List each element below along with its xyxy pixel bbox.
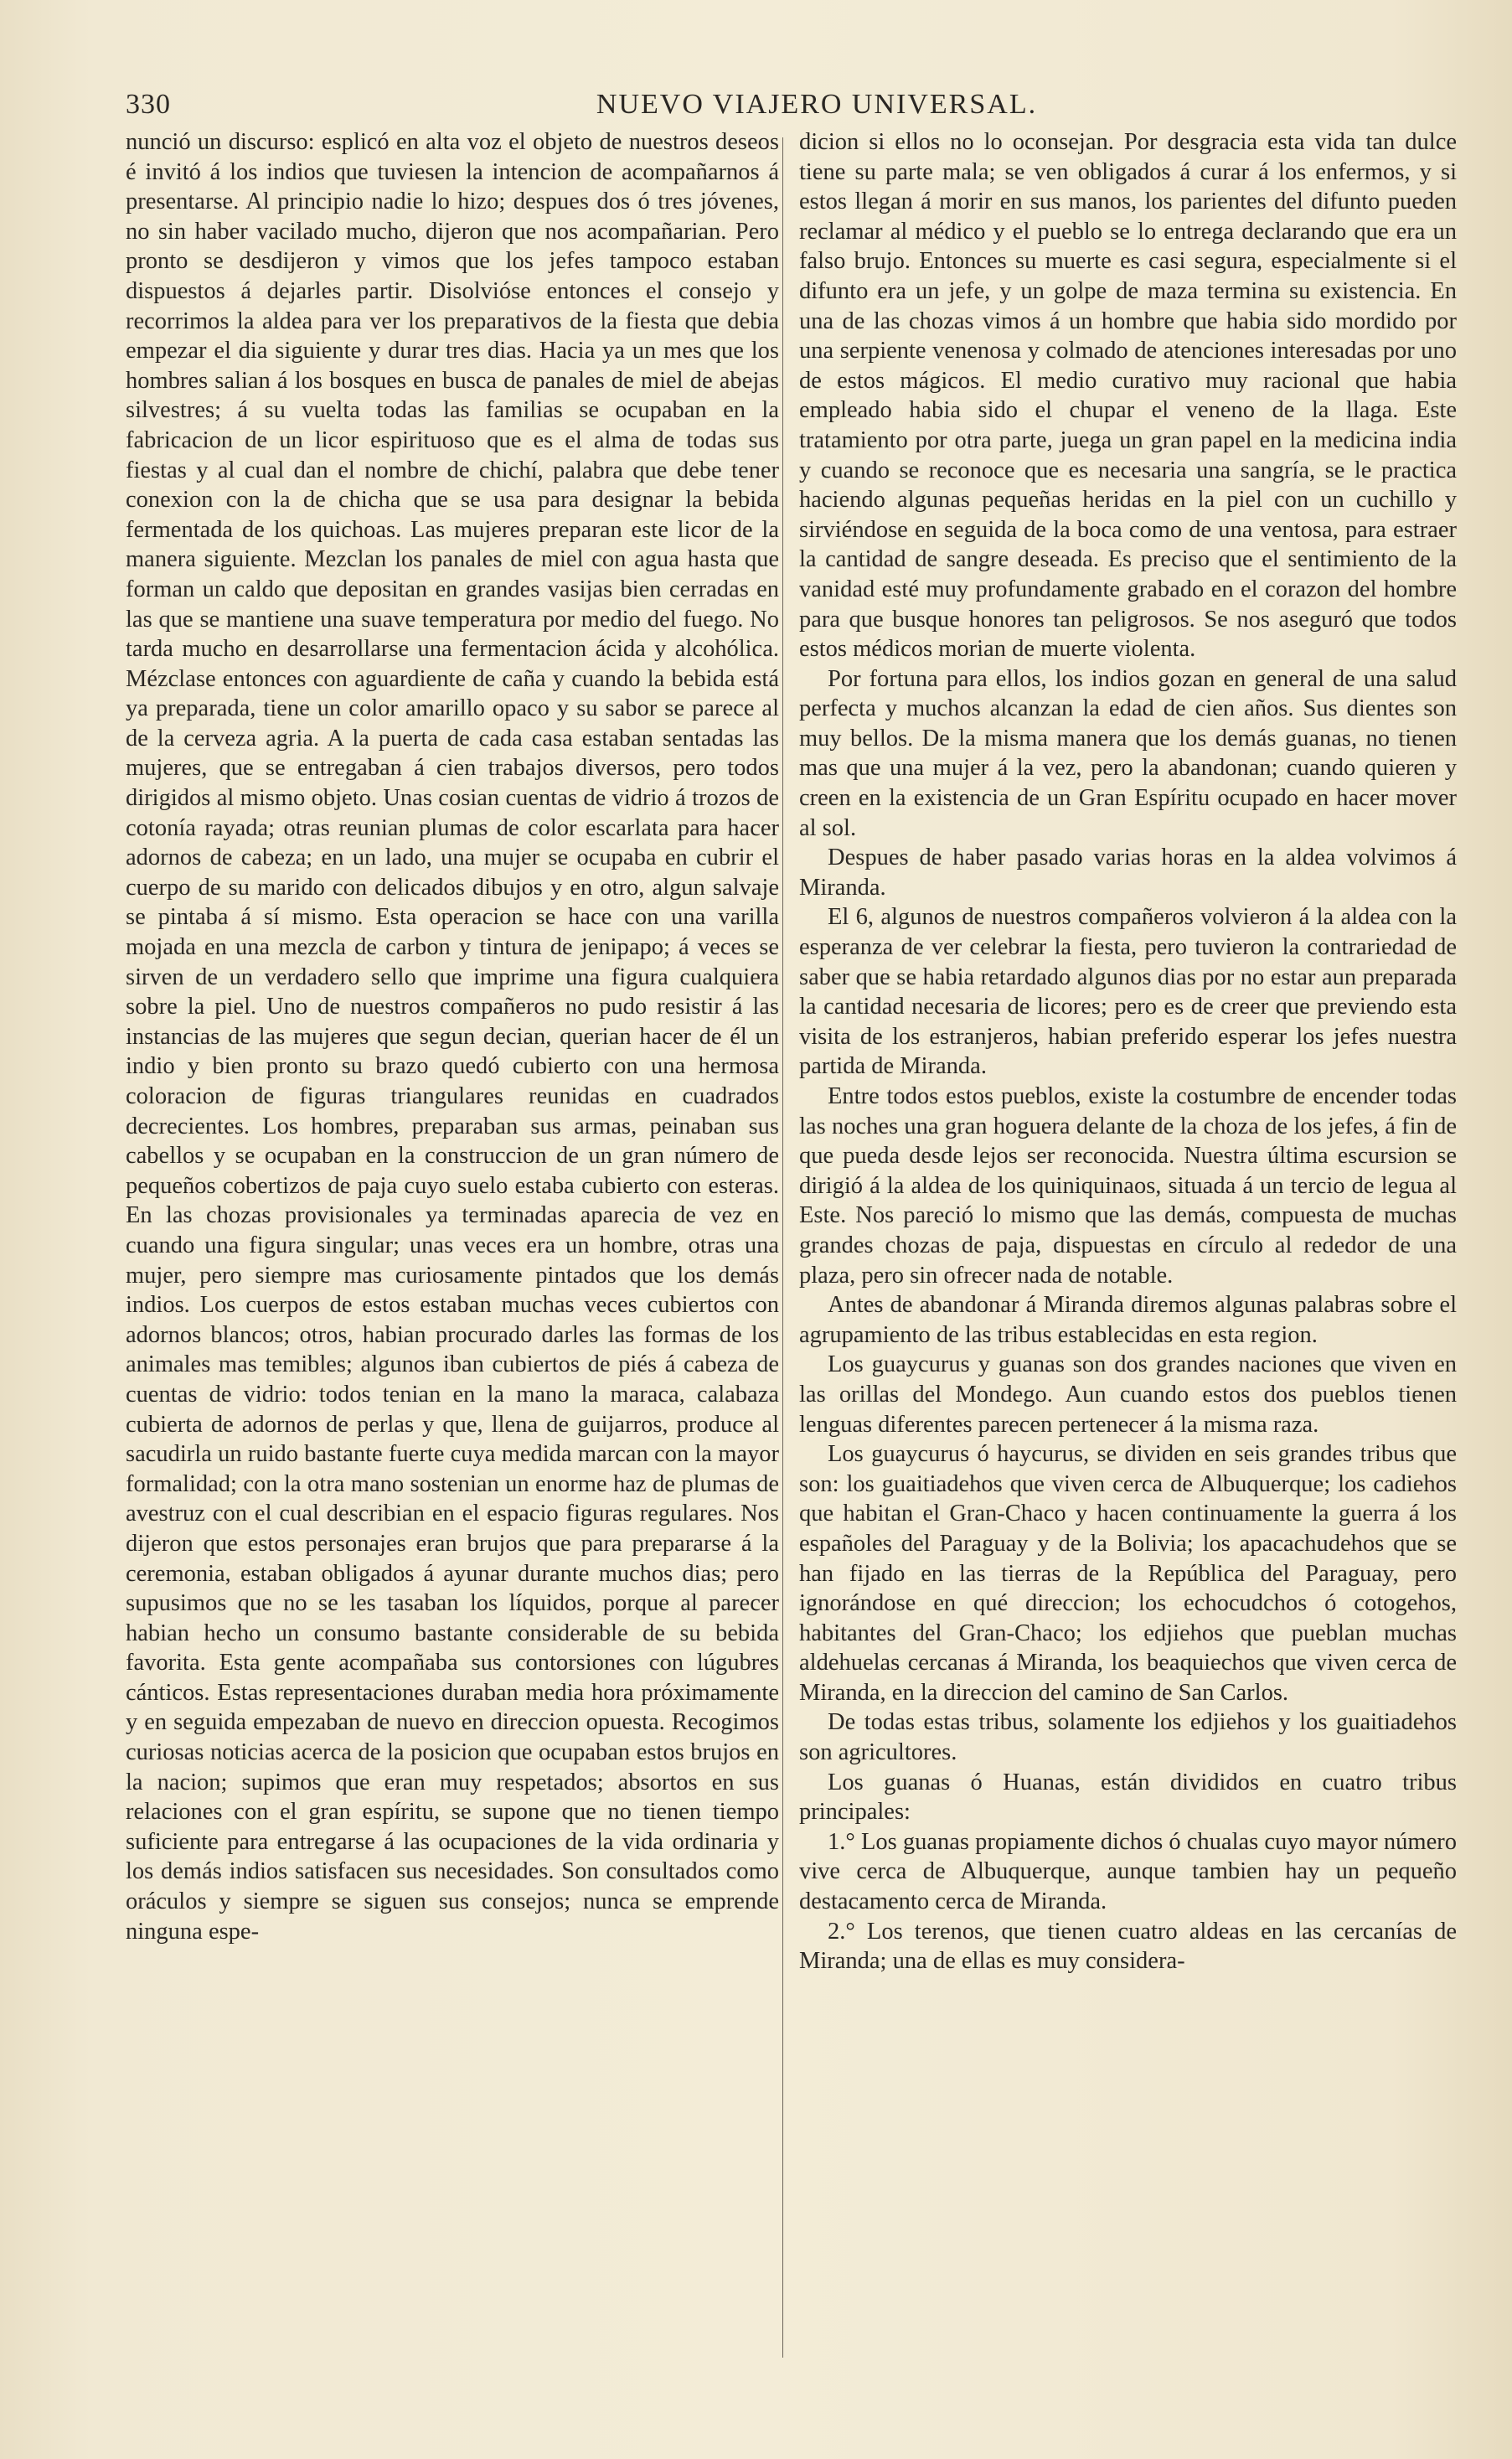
paragraph: Los guanas ó Huanas, están divididos en cuatro tribus principales: <box>799 1769 1457 1826</box>
paragraph: nunció un discurso: esplicó en alta voz el objeto de nuestros deseos é invitó á los indios que tuviesen la intencion de acompañarnos á presentarse. Al principio nadie lo hizo; despues dos ó tres jóvenes, no sin haber vacilado mucho, dijeron que nos acompañarian. Pero pronto se desdijeron y vimos que los jefes tampoco estaban dispuestos á dejarles partir. Disolvióse entonces el consejo y recorrimos la aldea para ver los preparativos de la fiesta que debia empezar el dia siguiente y durar tres dias. Hacia ya un mes que los hombres salian á los bosques en busca de panales de miel de abejas silvestres; á su vuelta todas las familias se ocupaban en la fabricacion de un licor espirituoso que es el alma de todas sus fiestas y al cual dan el nombre de chichí, palabra que debe tener conexion con la de chicha que se usa para designar la bebida fermentada de los quichoas. Las mujeres preparan este licor de la manera siguiente. Mezclan los panales de miel con agua hasta que forman un caldo que depositan en grandes vasijas bien cerradas en las que se mantiene una suave temperatura por medio del fuego. No tarda mucho en desarrollarse una fermentacion ácida y alcohólica. Mézclase entonces con aguardiente de caña y cuando la bebida está ya preparada, tiene un color amarillo opaco y su sabor se parece al de la cerveza agria. A la puerta de cada casa estaban sentadas las mujeres, que se entregaban á cien trabajos diversos, pero todos dirigidos al mismo objeto. Unas cosian cuentas de vidrio á trozos de cotonía rayada; otras reunian plumas de color escarlata para hacer adornos de cabeza; en un lado, una mujer se ocupaba en cubrir el cuerpo de su marido con delicados dibujos y en otro, algun salvaje se pintaba á sí mismo. Esta operacion se hace con una varilla mojada en una mezcla de carbon y tintura de jenipapo; á veces se sirven de un verdadero sello que imprime una figura cualquiera sobre la piel. Uno de nuestros compañeros no pudo resistir á las instancias de las mujeres que segun decian, querian hacer de él un indio y bien pronto su brazo quedó cubierto con una hermosa coloracion de figuras triangulares reunidas en cuadrados decrecientes. Los hombres, preparaban sus armas, peinaban sus cabellos y se ocupaban en la construccion de un gran número de pequeños cobertizos de paja cuyo suelo estaba cubierto con esteras. En las chozas provisionales ya terminadas aparecia de vez en cuando una figura singular; unas veces era un hombre, otras una mujer, pero siempre mas curiosamente pintados que los demás indios. Los cuerpos de estos estaban muchas veces cubiertos con adornos blancos; otros, habian procurado darles las formas de los animales mas temibles; algunos iban cubiertos de piés á cabeza de cuentas de vidrio: todos tenian en la mano la maraca, calabaza cubierta de adornos de perlas y que, llena de guijarros, produce al sacudirla un ruido bastante fuerte cuya medida marcan con la mayor formalidad; con la otra mano sostenian un enorme haz de plumas de avestruz con el cual describian en el espacio figuras regulares. Nos dijeron que estos personajes eran brujos que para prepararse á la ceremonia, estaban obligados á ayunar durante muchos dias; pero supusimos que no se les tasaban los líquidos, porque al parecer habian hecho un consumo bastante considerable de su bebida favorita. Esta gente acompañaba sus contorsiones con lúgubres cánticos. Estas representaciones duraban media hora próximamente y en seguida empezaban de nuevo en direccion opuesta. Recogimos curiosas noticias acerca de la posicion que ocupaban estos brujos en la nacion; supimos que eran muy respetados; absortos en sus relaciones con el gran espíritu, se supone que no tienen tiempo suficiente para entregarse á las ocupaciones de la vida ordinaria y los demás indios satisfacen sus necesidades. Son consultados como oráculos y siempre se siguen sus consejos; nunca se emprende ninguna espe- <box>126 129 779 1945</box>
paragraph: Antes de abandonar á Miranda diremos algunas palabras sobre el agrupamiento de las tribus establecidas en esta region. <box>799 1292 1457 1348</box>
paragraph: 2.° Los terenos, que tienen cuatro aldeas en las cercanías de Miranda; una de ellas es muy considera- <box>799 1918 1457 1975</box>
paragraph: El 6, algunos de nuestros compañeros volvieron á la aldea con la esperanza de ver celebrar la fiesta, pero tuvieron la contrariedad de saber que se habia retardado algunos dias por no estar aun preparada la cantidad necesaria de licores; pero es de creer que previendo esta visita de los estranjeros, habian preferido esperar los jefes nuestra partida de Miranda. <box>799 904 1457 1080</box>
paragraph: Por fortuna para ellos, los indios gozan en general de una salud perfecta y muchos alcanzan la edad de cien años. Sus dientes son muy bellos. De la misma manera que los demás guanas, no tienen mas que una mujer á la vez, pero la abandonan; cuando quieren y creen en la existencia de un Gran Espíritu ocupado en hacer mover al sol. <box>799 665 1457 841</box>
page-number: 330 <box>126 89 171 120</box>
paragraph: Los guaycurus y guanas son dos grandes naciones que viven en las orillas del Mondego. Aun cuando estos dos pueblos tienen lenguas diferentes parecen pertenecer á la misma raza. <box>799 1351 1457 1438</box>
page-header <box>126 84 1458 126</box>
right-column <box>799 127 1457 2373</box>
paragraph: De todas estas tribus, solamente los edjiehos y los guaitiadehos son agricultores. <box>799 1709 1457 1766</box>
paragraph: Despues de haber pasado varias horas en la aldea volvimos á Miranda. <box>799 845 1457 901</box>
column-divider <box>782 137 783 2358</box>
paragraph: Entre todos estos pueblos, existe la costumbre de encender todas las noches una gran hoguera delante de la choza de los jefes, á fin de que pueda desde lejos ser reconocida. Nuestra última escursion se dirigió á la aldea de los quiniquinaos, situada á un tercio de legua al Este. Nos pareció lo mismo que las demás, compuesta de muchas grandes chozas de paja, dispuestas en círculo al rededor de una plaza, pero sin ofrecer nada de notable. <box>799 1083 1457 1289</box>
left-column <box>126 127 779 2373</box>
paragraph: 1.° Los guanas propiamente dichos ó chualas cuyo mayor número vive cerca de Albuquerque, aunque tambien hay un pequeño destacamento cerca de Miranda. <box>799 1828 1457 1915</box>
paragraph: Los guaycurus ó haycurus, se dividen en seis grandes tribus que son: los guaitiadehos que viven cerca de Albuquerque; los cadiehos que habitan el Gran-Chaco y hacen continuamente la guerra á los españoles del Paraguay y de la Bolivia; los apacachudehos que se han fijado en las tierras de la República del Paraguay, pero ignorándose en qué direccion; los echocudchos ó cotogehos, habitantes del Gran-Chaco; los edjiehos que pueblan muchas aldehuelas cercanas á Miranda, los beaquiechos que viven cerca de Miranda, en la direccion del camino de San Carlos. <box>799 1441 1457 1706</box>
paragraph: dicion si ellos no lo oconsejan. Por desgracia esta vida tan dulce tiene su parte mala; se ven obligados á curar á los enfermos, y si estos llegan á morir en sus manos, los parientes del difunto pueden reclamar al médico y el pueblo se lo entrega declarando que era un falso brujo. Entonces su muerte es casi segura, especialmente si el difunto era un jefe, y un golpe de maza termina su existencia. En una de las chozas vimos á un hombre que habia sido mordido por una serpiente venenosa y colmado de atenciones interesadas por uno de estos mágicos. El medio curativo muy racional que habia empleado habia sido el chupar el veneno de la llaga. Este tratamiento por otra parte, juega un gran papel en la medicina india y cuando se reconoce que es necesaria una sangría, se le practica haciendo algunas pequeñas heridas en la piel con un cuchillo y sirviéndose en seguida de la boca como de una ventosa, para estraer la cantidad de sangre deseada. Es preciso que el sentimiento de la vanidad esté muy profundamente grabado en el corazon del hombre para que busque honores tan peligrosos. Se nos aseguró que todos estos médicos morian de muerte violenta. <box>799 129 1457 663</box>
running-title: NUEVO VIAJERO UNIVERSAL. <box>596 89 1038 120</box>
text-columns <box>126 127 1457 2373</box>
